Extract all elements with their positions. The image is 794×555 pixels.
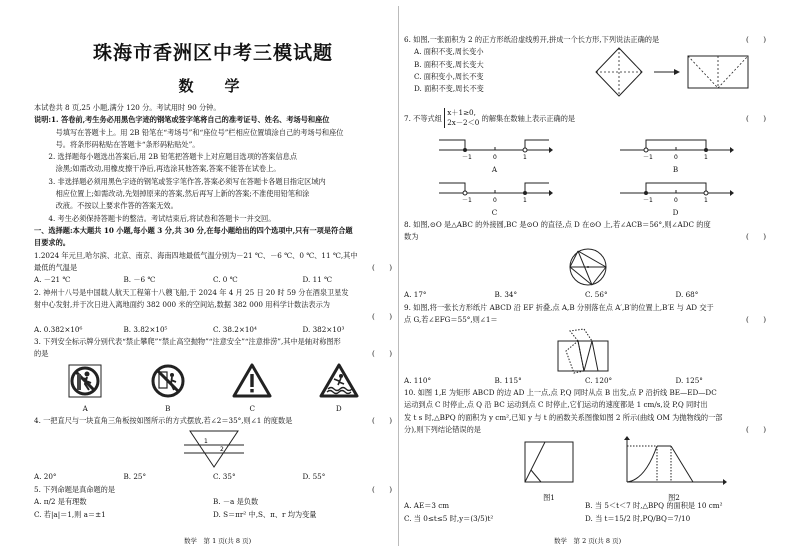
q9-stem-2-text: 点 G,若∠EFG＝55°,则∠1＝ <box>404 315 498 325</box>
q1-opt-a: A. －21 ℃ <box>34 275 71 285</box>
q3-sign-d <box>319 363 359 415</box>
q6-block <box>404 46 766 108</box>
q3-sign-b <box>150 363 186 415</box>
q4-opt-d: D. 55° <box>302 472 326 482</box>
q6-opt-c: C. 面积变小,周长不变 <box>414 71 484 81</box>
q7-stem-2: 的解集在数轴上表示正确的是 <box>481 114 576 124</box>
q7-label-c: C <box>491 207 498 217</box>
q9-opt-c: C. 120° <box>585 375 613 385</box>
q5-opt-a: A. π/2 是有理数 <box>34 497 87 507</box>
q2-options <box>34 324 392 337</box>
q4-stem-text: 4. 一把直尺与一块直角三角板按如图所示的方式摆放,若∠2＝35°,则∠1 的度数是 <box>34 415 293 425</box>
q5-stem-text: 5. 下列命题是真命题的是 <box>34 484 116 494</box>
q10-options-row1 <box>404 500 766 513</box>
q8-stem: 8. 如图,⊙O 是△ABC 的外接圆,BC 是⊙O 的直径,点 D 在⊙O 上,若∠ACB＝56°,则∠ADC 的度 <box>404 219 711 229</box>
q4-opt-c: C. 35° <box>213 472 236 482</box>
q7d-tick-1: 0 <box>673 196 678 203</box>
q5-opt-b: B. －a 是负数 <box>213 497 259 507</box>
q7-opt-d <box>616 177 736 219</box>
q5-options-row2 <box>34 509 392 522</box>
note-3: 2. 选择题每小题选出答案后,用 2B 铅笔把答题卡上对应题目选项的答案信息点 <box>34 152 298 162</box>
q2-opt-d: D. 382×10³ <box>302 324 345 334</box>
q10-opt-a: A. AE＝3 cm <box>404 501 450 511</box>
footer-left: 数学 第 1 页(共 8 页) <box>184 537 252 545</box>
note-1: 号填写在答题卡上。用 2B 铅笔在“考场号”和“座位号”栏相应位置填涂自己的考场号和座位 <box>34 127 344 137</box>
q2-stem: 2. 神州十八号是中国载人航天工程第十八艘飞船,于 2024 年 4 月 25 日 20 时 59 分在酒泉卫星发 <box>34 287 349 297</box>
q7a-tick-2: 1 <box>522 154 527 161</box>
q6-stem <box>404 34 766 46</box>
rectangle-motion-diagram <box>519 436 579 488</box>
q3-label-c: C <box>249 403 255 413</box>
q2-stem-2-text: 射中心发射,并于次日进入离地面约 382 000 米的空间站,数据 382 000 用科学计数法表示为 <box>34 299 330 309</box>
q4-bracket: ( ) <box>372 415 392 425</box>
q7-opt-a <box>435 134 555 176</box>
q1-opt-b: B. －6 ℃ <box>123 275 156 285</box>
q9-stem-2 <box>404 314 766 326</box>
q10-bracket: ( ) <box>746 424 766 434</box>
q5-opt-c: C. 若|a|＝1,则 a＝±1 <box>34 509 106 519</box>
q6-opt-d: D. 面积不变,周长不变 <box>414 84 484 94</box>
q3-label-a: A <box>82 403 88 413</box>
q10-fig2-label: 图2 <box>668 493 680 503</box>
q9-stem: 9. 如图,将一张长方形纸片 ABCD 沿 EF 折叠,点 A,B 分别落在点 A′,B′的位置上,B′E 与 AD 交于 <box>404 302 714 312</box>
q7a-tick-0: －1 <box>461 154 472 161</box>
q8-stem-2-text: 数为 <box>404 232 419 242</box>
q7-ineq-1: x＋1≥0, <box>447 108 476 118</box>
q7-ineq-2: 2x－2＜0 <box>447 118 480 128</box>
q8-figure <box>404 243 766 289</box>
footer-right: 数学 第 2 页(共 8 页) <box>554 537 622 545</box>
page-divider <box>398 6 399 546</box>
svg-text:1: 1 <box>204 438 208 446</box>
q1-stem-2 <box>34 262 392 274</box>
q1-options <box>34 274 392 287</box>
q1-opt-d: D. 11 ℃ <box>302 275 333 285</box>
ruler-triangle-diagram <box>174 427 254 471</box>
q10-stem-4 <box>404 424 766 436</box>
no-throwing-sign-icon <box>150 363 186 399</box>
q8-bracket: ( ) <box>746 232 766 242</box>
q1-opt-c: C. 0 ℃ <box>213 275 238 285</box>
q5-options-row1 <box>34 496 392 509</box>
q4-opt-a: A. 20° <box>34 472 57 482</box>
q7b-tick-1: 0 <box>673 154 678 161</box>
left-page <box>34 0 392 555</box>
q3-signs <box>34 361 392 415</box>
q7c-tick-2: 1 <box>522 196 527 203</box>
section-heading-2: 目要求的。 <box>34 238 70 248</box>
q3-label-b: B <box>165 403 171 413</box>
number-line-a <box>435 134 555 160</box>
q8-opt-c: C. 56° <box>585 290 608 300</box>
note-5: 3. 非选择题必须用黑色字迹的钢笔或签字笔作答,答案必须写在答题卡各题目指定区域内 <box>34 176 326 186</box>
q2-stem-2 <box>34 299 392 311</box>
q8-opt-b: B. 34° <box>494 290 518 300</box>
q7-opt-b <box>616 134 736 176</box>
q4-stem <box>34 415 392 427</box>
q1-stem: 1.2024 年元旦,哈尔滨、北京、南京、海南四地最低气温分别为－21 ℃、－6 ℃、0 ℃、11 ℃,其中 <box>34 250 358 260</box>
note-6: 相应位置上;如需改动,先划掉原来的答案,然后再写上新的答案;不准使用铅笔和涂 <box>34 189 310 199</box>
q7-opt-c <box>435 177 555 219</box>
q3-stem: 3. 下列安全标示牌分别代表“禁止攀爬”“禁止高空抛物”“注意安全”“注意排涝”,其中是轴对称图形 <box>34 337 341 347</box>
q5-bracket: ( ) <box>372 484 392 494</box>
q9-opt-d: D. 125° <box>675 375 703 385</box>
q7-stem <box>404 108 766 130</box>
q3-sign-c <box>232 363 272 415</box>
q2-opt-c: C. 38.2×10⁴ <box>213 324 257 334</box>
number-line-d <box>616 177 736 203</box>
q3-stem-2 <box>34 348 392 360</box>
q7-stem-text: 7. 不等式组 <box>404 114 442 124</box>
q3-label-d: D <box>335 403 342 413</box>
q7-label-b: B <box>672 165 679 175</box>
q10-stem-2: 运动到点 C 时停止,点 Q 沿 BC 运动到点 C 时停止,它们运动的速度都是 1 cm/s,设 P,Q 同时出 <box>404 400 708 410</box>
q7b-tick-0: －1 <box>642 154 653 161</box>
note-0: 说明:1. 答卷前,考生务必用黑色字迹的钢笔或签字笔将自己的准考证号、姓名、考场号和座位 <box>34 115 330 125</box>
q8-options <box>404 289 766 302</box>
q7-label-d: D <box>672 207 679 217</box>
q7-system <box>444 108 479 128</box>
q1-bracket: ( ) <box>372 262 392 272</box>
q5-opt-d: D. S＝πr² 中,S、π、r 均为变量 <box>213 509 317 519</box>
q10-stem-4-text: 分),则下列结论错误的是 <box>404 424 481 434</box>
no-climbing-sign-icon <box>67 363 103 399</box>
q6-opt-b: B. 面积不变,周长变大 <box>414 59 484 69</box>
q3-stem-2-text: 的是 <box>34 349 49 359</box>
circle-diagram <box>564 243 614 289</box>
section-heading: 一、选择题:本大题共 10 小题,每小题 3 分,共 30 分,在每小题给出的四个选项中,只有一项是符合题 <box>34 225 353 235</box>
q4-opt-b: B. 25° <box>123 472 147 482</box>
number-line-b <box>616 134 736 160</box>
q10-options-row2 <box>404 513 766 526</box>
q9-figure <box>404 327 766 375</box>
q10-stem: 10. 如图 1,E 为矩形 ABCD 的边 AD 上一点,点 P,Q 同时从点 B 出发,点 P 沿折线 BE—ED—DC <box>404 388 717 398</box>
q9-opt-b: B. 115° <box>494 375 522 385</box>
q3-bracket: ( ) <box>372 349 392 359</box>
q7c-tick-0: －1 <box>461 196 472 203</box>
intro: 本试卷共 8 页,25 小题,满分 120 分。考试用时 90 分钟。 <box>34 103 221 112</box>
q9-opt-a: A. 110° <box>404 375 432 385</box>
q3-sign-a <box>67 363 103 415</box>
right-page <box>404 0 766 555</box>
q2-bracket: ( ) <box>372 312 392 322</box>
q10-opt-b: B. 当 5＜t＜7 时,△BPQ 的面积是 10 cm² <box>585 501 723 511</box>
q2-opt-a: A. 0.382×10⁶ <box>34 324 83 334</box>
svg-text:2: 2 <box>220 446 224 454</box>
q9-options <box>404 375 766 388</box>
q8-stem-2 <box>404 231 766 243</box>
q7-number-lines-row2 <box>404 177 766 219</box>
folded-rectangle-diagram <box>544 327 624 375</box>
q8-opt-d: D. 68° <box>675 290 699 300</box>
q7-bracket: ( ) <box>746 114 766 124</box>
q10-figures <box>404 436 766 503</box>
q6-opt-a: A. 面积不变,周长变小 <box>414 47 484 57</box>
q7-label-a: A <box>491 165 498 175</box>
q9-bracket: ( ) <box>746 315 766 325</box>
flood-warning-sign-icon <box>319 363 359 399</box>
q6-bracket: ( ) <box>746 35 766 44</box>
q4-figure <box>34 427 392 471</box>
q4-options <box>34 471 392 484</box>
q10-figure-1 <box>514 436 584 503</box>
q10-opt-d: D. 当 t＝15/2 时,PQ/BQ＝7/10 <box>585 513 691 523</box>
note-2: 号。将条形码粘贴在答题卡“条形码粘贴处”。 <box>34 139 200 149</box>
q7c-tick-1: 0 <box>492 196 497 203</box>
exam-title: 珠海市香洲区中考三模试题 <box>92 42 333 64</box>
q7d-tick-0: －1 <box>642 196 653 203</box>
q10-figure-2 <box>614 436 734 503</box>
q2-opt-b: B. 3.82×10⁵ <box>123 324 168 334</box>
q7a-tick-1: 0 <box>492 154 497 161</box>
q10-stem-3: 发 t s 时,△BPQ 的面积为 y cm²,已知 y 与 t 的函数关系图像如图 2 所示(曲线 OM 为抛物线的一部 <box>404 412 723 422</box>
number-line-c <box>435 177 555 203</box>
q5-stem <box>34 484 392 496</box>
q7-number-lines-row1 <box>404 130 766 176</box>
q10-opt-c: C. 当 0≤t≤5 时,y＝(3/5)t² <box>404 513 494 523</box>
caution-sign-icon <box>232 363 272 399</box>
note-7: 改液。不按以上要求作答的答案无效。 <box>34 201 178 211</box>
q1-stem-2-text: 最低的气温是 <box>34 262 78 272</box>
q8-opt-a: A. 17° <box>404 290 427 300</box>
note-8: 4. 考生必须保持答题卡的整洁。考试结束后,将试卷和答题卡一并交回。 <box>34 213 276 223</box>
function-graph-diagram <box>619 436 729 488</box>
square-to-rectangle-diagram <box>594 46 754 102</box>
note-4: 涂黑;如需改动,用橡皮擦干净后,再选涂其他答案,答案不能答在试卷上。 <box>34 164 281 174</box>
q7d-tick-2: 1 <box>703 196 708 203</box>
subject-title: 数 学 <box>178 77 248 95</box>
q7b-tick-2: 1 <box>703 154 708 161</box>
q10-fig1-label: 图1 <box>543 493 555 503</box>
q6-stem-text: 6. 如图,一张面积为 2 的正方形纸沿虚线剪开,拼成一个长方形,下列说法正确的是 <box>404 35 660 44</box>
